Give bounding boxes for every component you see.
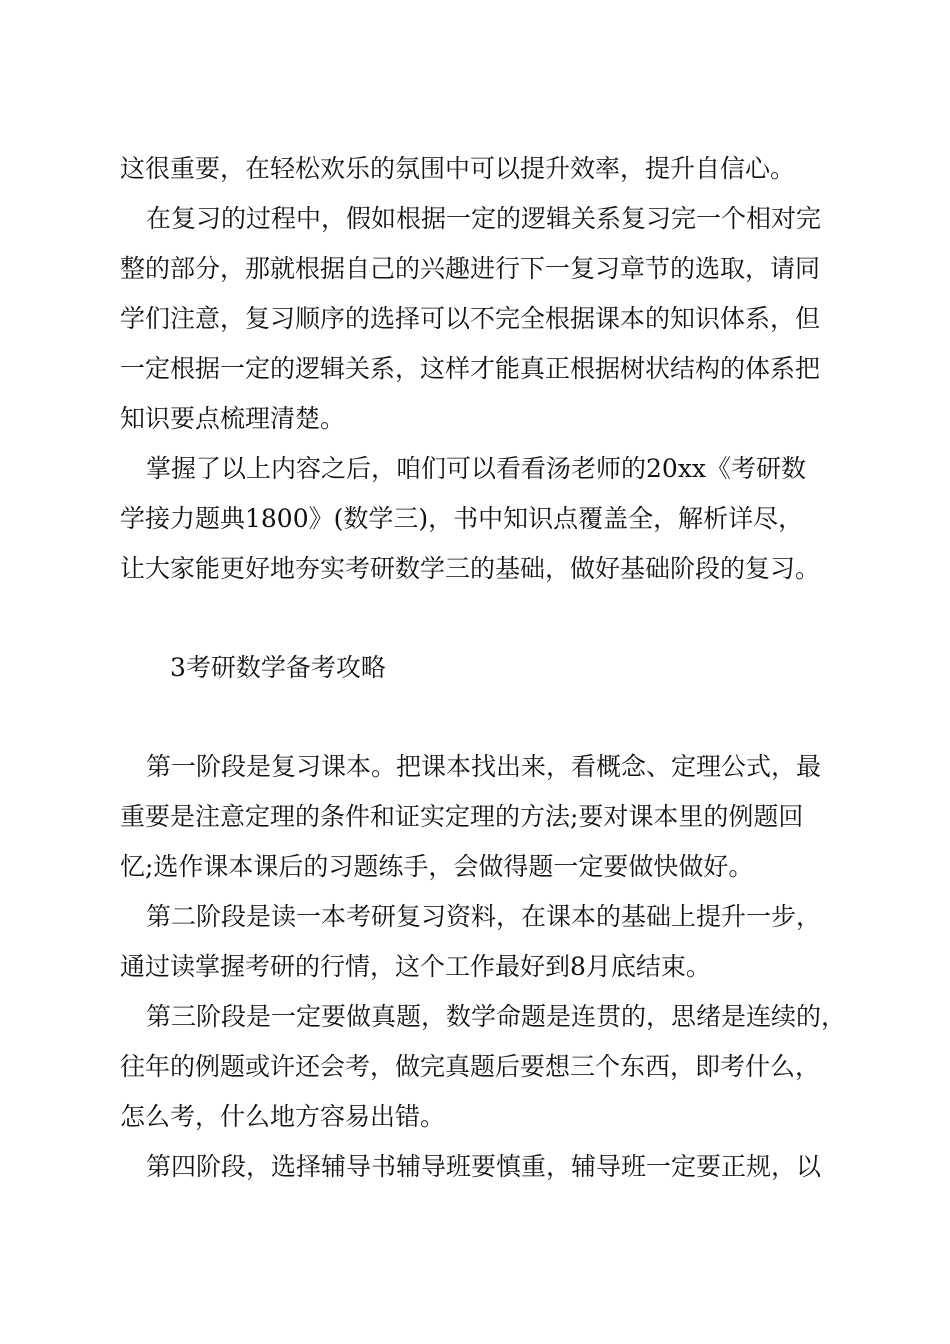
paragraph-3-line-1: 掌握了以上内容之后，咱们可以看看汤老师的20xx《考研数	[146, 454, 807, 483]
paragraph-2-line-3: 学们注意，复习顺序的选择可以不完全根据课本的知识体系，但	[120, 304, 821, 333]
paragraph-4-line-2: 重要是注意定理的条件和证实定理的方法;要对课本里的例题回	[120, 802, 804, 831]
section-heading: 3考研数学备考攻略	[170, 653, 386, 682]
paragraph-5-line-2: 通过读掌握考研的行情，这个工作最好到8月底结束。	[120, 952, 711, 981]
paragraph-2-line-2: 整的部分，那就根据自己的兴趣进行下一复习章节的选取，请同	[120, 254, 821, 283]
paragraph-2-line-5: 知识要点梳理清楚。	[120, 404, 346, 433]
paragraph-2-line-1: 在复习的过程中，假如根据一定的逻辑关系复习完一个相对完	[146, 204, 822, 233]
paragraph-6-line-2: 往年的例题或许还会考，做完真题后要想三个东西，即考什么，	[120, 1052, 821, 1081]
paragraph-5-line-1: 第二阶段是读一本考研复习资料，在课本的基础上提升一步，	[146, 902, 822, 931]
paragraph-7-line-1: 第四阶段，选择辅导书辅导班要慎重，辅导班一定要正规，以	[146, 1152, 822, 1181]
paragraph-2-line-4: 一定根据一定的逻辑关系，这样才能真正根据树状结构的体系把	[120, 354, 821, 383]
paragraph-6-line-3: 怎么考，什么地方容易出错。	[120, 1102, 446, 1131]
paragraph-4-line-3: 忆;选作课本课后的习题练手，会做得题一定要做快做好。	[120, 852, 754, 881]
paragraph-6-line-1: 第三阶段是一定要做真题，数学命题是连贯的，思绪是连续的，	[146, 1002, 847, 1031]
paragraph-4-line-1: 第一阶段是复习课本。把课本找出来，看概念、定理公式，最	[146, 752, 822, 781]
paragraph-1-line-1: 这很重要，在轻松欢乐的氛围中可以提升效率，提升自信心。	[120, 154, 796, 183]
paragraph-3-line-2: 学接力题典1800》(数学三)，书中知识点覆盖全，解析详尽，	[120, 504, 804, 533]
paragraph-3-line-3: 让大家能更好地夯实考研数学三的基础，做好基础阶段的复习。	[120, 554, 821, 583]
